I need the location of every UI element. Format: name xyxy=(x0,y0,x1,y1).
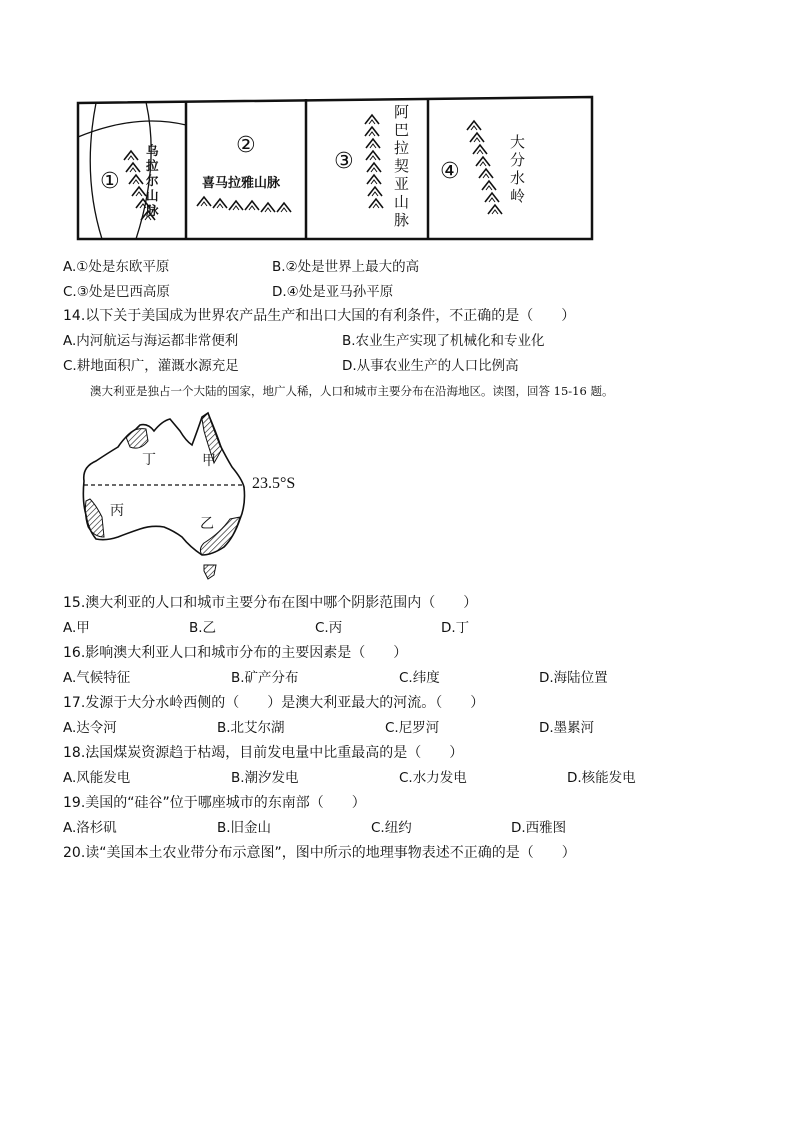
q19-option-d: D.西雅图 xyxy=(511,820,567,836)
q13-option-a: A.①处是东欧平原 xyxy=(63,259,170,275)
q15-option-c: C.丙 xyxy=(315,620,343,636)
q18-option-c: C.水力发电 xyxy=(399,770,467,786)
australia-map xyxy=(74,405,314,585)
himalaya-peaks xyxy=(197,197,291,212)
q16-stem: 16.影响澳大利亚人口和城市分布的主要因素是（ ） xyxy=(63,645,408,661)
q14-option-c: C.耕地面积广，灌溉水源充足 xyxy=(63,358,239,374)
q19-option-c: C.纽约 xyxy=(371,820,412,836)
mountain-panels-figure xyxy=(76,95,594,241)
q18-option-d: D.核能发电 xyxy=(567,770,636,786)
q14-stem: 14.以下关于美国成为世界农产品生产和出口大国的有利条件，不正确的是（ ） xyxy=(63,308,576,324)
region-ding-label: 丁 xyxy=(142,452,156,468)
panel-3-label: 阿巴拉契亚山脉 xyxy=(394,103,410,229)
q15-option-b: B.乙 xyxy=(189,620,217,636)
q19-stem: 19.美国的“硅谷”位于哪座城市的东南部（ ） xyxy=(63,795,366,811)
panel-4-label: 大分水岭 xyxy=(510,133,526,205)
q14-option-d: D.从事农业生产的人口比例高 xyxy=(342,358,519,374)
panel-4-number: ④ xyxy=(440,159,460,184)
q14-option-b: B.农业生产实现了机械化和专业化 xyxy=(342,333,545,349)
q16-option-c: C.纬度 xyxy=(399,670,440,686)
q17-stem: 17.发源于大分水岭西侧的（ ）是澳大利亚最大的河流。（ ） xyxy=(63,695,485,711)
q20-stem: 20.读“美国本土农业带分布示意图”，图中所示的地理事物表述不正确的是（ ） xyxy=(63,845,576,861)
q19-option-b: B.旧金山 xyxy=(217,820,272,836)
q18-option-a: A.风能发电 xyxy=(63,770,131,786)
q17-option-b: B.北艾尔湖 xyxy=(217,720,285,736)
q17-option-a: A.达令河 xyxy=(63,720,117,736)
panel-2-number: ② xyxy=(236,133,256,158)
intro-15-16: 澳大利亚是独占一个大陆的国家，地广人稀，人口和城市主要分布在沿海地区。读图，回答 15-16 题。 xyxy=(90,384,614,398)
q16-option-b: B.矿产分布 xyxy=(231,670,299,686)
panel-1-number: ① xyxy=(100,169,120,194)
panel-2-label: 喜马拉雅山脉 xyxy=(202,176,281,191)
q13-option-b: B.②处是世界上最大的高 xyxy=(272,259,420,275)
q19-option-a: A.洛杉矶 xyxy=(63,820,117,836)
latitude-label: 23.5°S xyxy=(252,475,296,492)
great-dividing-range-peaks xyxy=(467,121,502,214)
panel-1-label: 乌拉尔山脉 xyxy=(146,143,159,218)
q16-option-d: D.海陆位置 xyxy=(539,670,608,686)
q15-option-a: A.甲 xyxy=(63,620,90,636)
q17-option-d: D.墨累河 xyxy=(539,720,595,736)
appalachian-peaks xyxy=(365,115,383,208)
q13-option-d: D.④处是亚马孙平原 xyxy=(272,284,394,300)
panel-3-number: ③ xyxy=(334,149,354,174)
q18-option-b: B.潮汐发电 xyxy=(231,770,299,786)
q15-option-d: D.丁 xyxy=(441,620,470,636)
q17-option-c: C.尼罗河 xyxy=(385,720,440,736)
q15-stem: 15.澳大利亚的人口和城市主要分布在图中哪个阴影范围内（ ） xyxy=(63,595,478,611)
tasmania xyxy=(204,565,216,579)
q13-option-c: C.③处是巴西高原 xyxy=(63,284,170,300)
q16-option-a: A.气候特征 xyxy=(63,670,131,686)
region-jia-label: 甲 xyxy=(202,453,216,469)
region-yi-label: 乙 xyxy=(200,516,214,532)
q14-option-a: A.内河航运与海运都非常便利 xyxy=(63,333,239,349)
q18-stem: 18.法国煤炭资源趋于枯竭，目前发电量中比重最高的是（ ） xyxy=(63,745,464,761)
region-bing-label: 丙 xyxy=(110,503,124,519)
